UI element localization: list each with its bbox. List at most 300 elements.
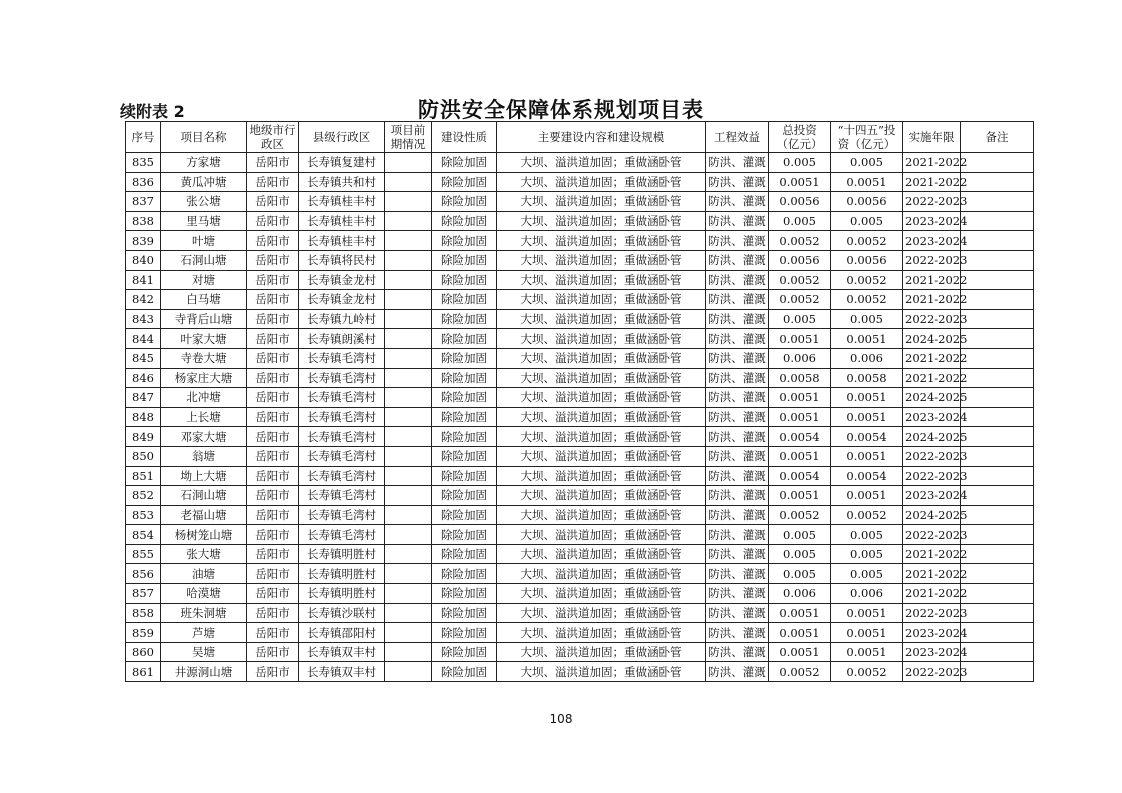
table-row [126,211,1034,231]
cell-index: 843 [126,309,161,329]
table-body [126,153,1034,682]
cell-project-name: 方家塘 [161,153,247,173]
cell-preliminary-status [385,525,432,545]
cell-county: 长寿镇毛湾村 [299,446,385,466]
cell-county: 长寿镇双丰村 [299,642,385,662]
cell-benefit: 防洪、灌溉 [706,584,769,604]
table-row [126,564,1034,584]
cell-county: 长寿镇金龙村 [299,270,385,290]
cell-preliminary-status [385,348,432,368]
cell-preliminary-status [385,368,432,388]
cell-index: 853 [126,505,161,525]
cell-project-name: 对塘 [161,270,247,290]
cell-remarks [961,211,1034,231]
cell-benefit: 防洪、灌溉 [706,505,769,525]
cell-period: 2023-2024 [903,211,961,231]
cell-total-investment: 0.006 [769,348,831,368]
cell-total-investment: 0.0051 [769,172,831,192]
cell-period: 2024-2025 [903,329,961,349]
cell-14th-investment: 0.006 [831,348,903,368]
cell-14th-investment: 0.0056 [831,192,903,212]
cell-14th-investment: 0.005 [831,211,903,231]
cell-construction-type: 除险加固 [432,525,497,545]
cell-benefit: 防洪、灌溉 [706,172,769,192]
cell-total-investment: 0.005 [769,309,831,329]
cell-preliminary-status [385,329,432,349]
cell-index: 836 [126,172,161,192]
cell-construction-type: 除险加固 [432,211,497,231]
table-row [126,446,1034,466]
cell-index: 852 [126,486,161,506]
cell-remarks [961,368,1034,388]
cell-construction-type: 除险加固 [432,642,497,662]
cell-benefit: 防洪、灌溉 [706,348,769,368]
cell-total-investment: 0.0051 [769,642,831,662]
header-period: 实施年限 [903,122,961,153]
cell-14th-investment: 0.0058 [831,368,903,388]
table-row [126,544,1034,564]
cell-preliminary-status [385,388,432,408]
cell-index: 840 [126,250,161,270]
header-main-content: 主要建设内容和建设规模 [497,122,706,153]
cell-main-content: 大坝、溢洪道加固；重做涵卧管 [497,505,706,525]
cell-index: 849 [126,427,161,447]
cell-county: 长寿镇明胜村 [299,584,385,604]
table-row [126,623,1034,643]
cell-index: 842 [126,290,161,310]
cell-benefit: 防洪、灌溉 [706,211,769,231]
cell-construction-type: 除险加固 [432,368,497,388]
cell-period: 2024-2025 [903,388,961,408]
cell-preliminary-status [385,309,432,329]
table-row [126,153,1034,173]
cell-preliminary-status [385,172,432,192]
cell-total-investment: 0.0051 [769,446,831,466]
cell-benefit: 防洪、灌溉 [706,250,769,270]
cell-preliminary-status [385,584,432,604]
table-row [126,427,1034,447]
cell-prefecture: 岳阳市 [247,348,299,368]
cell-remarks [961,153,1034,173]
cell-project-name: 里马塘 [161,211,247,231]
cell-remarks [961,642,1034,662]
cell-preliminary-status [385,623,432,643]
cell-remarks [961,525,1034,545]
cell-benefit: 防洪、灌溉 [706,153,769,173]
cell-prefecture: 岳阳市 [247,290,299,310]
cell-construction-type: 除险加固 [432,290,497,310]
cell-project-name: 石洞山塘 [161,250,247,270]
table-row [126,231,1034,251]
cell-project-name: 张公塘 [161,192,247,212]
cell-preliminary-status [385,250,432,270]
cell-benefit: 防洪、灌溉 [706,388,769,408]
cell-benefit: 防洪、灌溉 [706,564,769,584]
cell-prefecture: 岳阳市 [247,270,299,290]
cell-preliminary-status [385,466,432,486]
cell-period: 2021-2022 [903,368,961,388]
cell-construction-type: 除险加固 [432,329,497,349]
cell-index: 860 [126,642,161,662]
cell-total-investment: 0.0056 [769,250,831,270]
cell-period: 2023-2024 [903,231,961,251]
header-benefit: 工程效益 [706,122,769,153]
cell-period: 2021-2022 [903,153,961,173]
cell-main-content: 大坝、溢洪道加固；重做涵卧管 [497,250,706,270]
cell-14th-investment: 0.005 [831,544,903,564]
cell-county: 长寿镇明胜村 [299,564,385,584]
cell-14th-investment: 0.0052 [831,231,903,251]
cell-project-name: 寺背后山塘 [161,309,247,329]
cell-preliminary-status [385,192,432,212]
cell-index: 861 [126,662,161,682]
cell-county: 长寿镇毛湾村 [299,486,385,506]
cell-14th-investment: 0.0052 [831,290,903,310]
cell-index: 851 [126,466,161,486]
cell-construction-type: 除险加固 [432,231,497,251]
cell-project-name: 杨家庄大塘 [161,368,247,388]
cell-construction-type: 除险加固 [432,172,497,192]
cell-remarks [961,192,1034,212]
cell-index: 855 [126,544,161,564]
cell-prefecture: 岳阳市 [247,211,299,231]
cell-preliminary-status [385,270,432,290]
cell-index: 847 [126,388,161,408]
cell-period: 2022-2023 [903,192,961,212]
cell-preliminary-status [385,505,432,525]
cell-preliminary-status [385,446,432,466]
cell-preliminary-status [385,427,432,447]
cell-county: 长寿镇九岭村 [299,309,385,329]
cell-14th-investment: 0.0052 [831,505,903,525]
cell-remarks [961,231,1034,251]
cell-period: 2021-2022 [903,290,961,310]
cell-remarks [961,329,1034,349]
cell-index: 835 [126,153,161,173]
cell-main-content: 大坝、溢洪道加固；重做涵卧管 [497,172,706,192]
cell-14th-investment: 0.005 [831,525,903,545]
cell-benefit: 防洪、灌溉 [706,446,769,466]
cell-prefecture: 岳阳市 [247,486,299,506]
cell-construction-type: 除险加固 [432,427,497,447]
cell-preliminary-status [385,544,432,564]
header-construction-type: 建设性质 [432,122,497,153]
table-row [126,662,1034,682]
cell-county: 长寿镇毛湾村 [299,466,385,486]
cell-main-content: 大坝、溢洪道加固；重做涵卧管 [497,642,706,662]
cell-remarks [961,250,1034,270]
cell-main-content: 大坝、溢洪道加固；重做涵卧管 [497,329,706,349]
cell-remarks [961,584,1034,604]
cell-benefit: 防洪、灌溉 [706,427,769,447]
cell-remarks [961,446,1034,466]
cell-county: 长寿镇复建村 [299,153,385,173]
cell-remarks [961,486,1034,506]
cell-benefit: 防洪、灌溉 [706,466,769,486]
cell-county: 长寿镇桂丰村 [299,192,385,212]
header-county: 县级行政区 [299,122,385,153]
cell-total-investment: 0.0051 [769,407,831,427]
cell-county: 长寿镇将民村 [299,250,385,270]
cell-project-name: 叶塘 [161,231,247,251]
cell-total-investment: 0.005 [769,544,831,564]
cell-14th-investment: 0.0051 [831,388,903,408]
cell-construction-type: 除险加固 [432,407,497,427]
cell-remarks [961,623,1034,643]
cell-prefecture: 岳阳市 [247,388,299,408]
cell-benefit: 防洪、灌溉 [706,603,769,623]
cell-14th-investment: 0.0056 [831,250,903,270]
cell-remarks [961,505,1034,525]
cell-14th-investment: 0.005 [831,309,903,329]
cell-prefecture: 岳阳市 [247,662,299,682]
cell-project-name: 翁塘 [161,446,247,466]
page-title: 防洪安全保障体系规划项目表 [418,98,704,122]
cell-construction-type: 除险加固 [432,309,497,329]
cell-period: 2022-2023 [903,603,961,623]
cell-remarks [961,662,1034,682]
cell-index: 846 [126,368,161,388]
cell-project-name: 芦塘 [161,623,247,643]
cell-total-investment: 0.0051 [769,603,831,623]
cell-period: 2021-2022 [903,270,961,290]
cell-14th-investment: 0.0051 [831,407,903,427]
cell-main-content: 大坝、溢洪道加固；重做涵卧管 [497,368,706,388]
cell-county: 长寿镇双丰村 [299,662,385,682]
cell-project-name: 叶家大塘 [161,329,247,349]
cell-main-content: 大坝、溢洪道加固；重做涵卧管 [497,192,706,212]
cell-index: 850 [126,446,161,466]
cell-total-investment: 0.0058 [769,368,831,388]
cell-county: 长寿镇共和村 [299,172,385,192]
cell-main-content: 大坝、溢洪道加固；重做涵卧管 [497,564,706,584]
table-row [126,270,1034,290]
cell-construction-type: 除险加固 [432,603,497,623]
table-row [126,388,1034,408]
header-prefecture: 地级市行政区 [247,122,299,153]
cell-preliminary-status [385,603,432,623]
cell-main-content: 大坝、溢洪道加固；重做涵卧管 [497,525,706,545]
cell-total-investment: 0.0054 [769,427,831,447]
cell-preliminary-status [385,662,432,682]
cell-remarks [961,427,1034,447]
cell-project-name: 井源洞山塘 [161,662,247,682]
cell-benefit: 防洪、灌溉 [706,544,769,564]
header-project-name: 项目名称 [161,122,247,153]
header-14th-investment: “十四五”投资（亿元） [831,122,903,153]
cell-period: 2022-2023 [903,250,961,270]
cell-index: 844 [126,329,161,349]
cell-county: 长寿镇沙联村 [299,603,385,623]
cell-main-content: 大坝、溢洪道加固；重做涵卧管 [497,544,706,564]
cell-project-name: 油塘 [161,564,247,584]
cell-prefecture: 岳阳市 [247,584,299,604]
cell-project-name: 老福山塘 [161,505,247,525]
cell-14th-investment: 0.0051 [831,486,903,506]
cell-total-investment: 0.0051 [769,329,831,349]
cell-total-investment: 0.0052 [769,505,831,525]
cell-total-investment: 0.005 [769,153,831,173]
cell-remarks [961,290,1034,310]
cell-main-content: 大坝、溢洪道加固；重做涵卧管 [497,623,706,643]
cell-project-name: 北冲塘 [161,388,247,408]
cell-construction-type: 除险加固 [432,584,497,604]
cell-remarks [961,603,1034,623]
cell-14th-investment: 0.0051 [831,329,903,349]
cell-prefecture: 岳阳市 [247,544,299,564]
cell-county: 长寿镇桂丰村 [299,211,385,231]
cell-benefit: 防洪、灌溉 [706,270,769,290]
cell-county: 长寿镇邵阳村 [299,623,385,643]
cell-14th-investment: 0.0054 [831,427,903,447]
cell-construction-type: 除险加固 [432,153,497,173]
cell-total-investment: 0.0052 [769,662,831,682]
cell-period: 2021-2022 [903,544,961,564]
cell-total-investment: 0.0051 [769,623,831,643]
table-row [126,192,1034,212]
cell-total-investment: 0.0052 [769,231,831,251]
cell-total-investment: 0.006 [769,584,831,604]
cell-county: 长寿镇毛湾村 [299,427,385,447]
cell-county: 长寿镇毛湾村 [299,388,385,408]
cell-benefit: 防洪、灌溉 [706,329,769,349]
cell-period: 2022-2023 [903,466,961,486]
cell-prefecture: 岳阳市 [247,231,299,251]
table-row [126,603,1034,623]
cell-benefit: 防洪、灌溉 [706,623,769,643]
cell-benefit: 防洪、灌溉 [706,368,769,388]
cell-period: 2022-2023 [903,662,961,682]
cell-prefecture: 岳阳市 [247,172,299,192]
cell-period: 2021-2022 [903,564,961,584]
cell-remarks [961,564,1034,584]
cell-total-investment: 0.0056 [769,192,831,212]
cell-prefecture: 岳阳市 [247,329,299,349]
table-header-row [126,122,1034,153]
cell-county: 长寿镇毛湾村 [299,505,385,525]
cell-main-content: 大坝、溢洪道加固；重做涵卧管 [497,662,706,682]
cell-14th-investment: 0.0051 [831,446,903,466]
cell-period: 2024-2025 [903,505,961,525]
cell-prefecture: 岳阳市 [247,446,299,466]
cell-main-content: 大坝、溢洪道加固；重做涵卧管 [497,446,706,466]
cell-project-name: 班朱洞塘 [161,603,247,623]
cell-remarks [961,544,1034,564]
cell-total-investment: 0.0052 [769,270,831,290]
cell-remarks [961,172,1034,192]
cell-main-content: 大坝、溢洪道加固；重做涵卧管 [497,603,706,623]
header-total-investment: 总投资（亿元） [769,122,831,153]
cell-preliminary-status [385,564,432,584]
cell-period: 2021-2022 [903,172,961,192]
cell-prefecture: 岳阳市 [247,525,299,545]
cell-total-investment: 0.005 [769,211,831,231]
cell-benefit: 防洪、灌溉 [706,309,769,329]
cell-14th-investment: 0.005 [831,153,903,173]
cell-prefecture: 岳阳市 [247,309,299,329]
cell-project-name: 石洞山塘 [161,486,247,506]
cell-construction-type: 除险加固 [432,486,497,506]
cell-prefecture: 岳阳市 [247,642,299,662]
cell-total-investment: 0.0051 [769,486,831,506]
cell-index: 858 [126,603,161,623]
cell-project-name: 邓家大塘 [161,427,247,447]
cell-project-name: 上长塘 [161,407,247,427]
cell-benefit: 防洪、灌溉 [706,486,769,506]
cell-period: 2022-2023 [903,309,961,329]
cell-remarks [961,407,1034,427]
cell-remarks [961,388,1034,408]
cell-project-name: 哈漠塘 [161,584,247,604]
cell-index: 838 [126,211,161,231]
table-row [126,407,1034,427]
cell-prefecture: 岳阳市 [247,192,299,212]
cell-benefit: 防洪、灌溉 [706,662,769,682]
cell-period: 2023-2024 [903,407,961,427]
table-row [126,584,1034,604]
cell-preliminary-status [385,211,432,231]
cell-project-name: 黄瓜冲塘 [161,172,247,192]
cell-period: 2023-2024 [903,623,961,643]
cell-14th-investment: 0.0052 [831,662,903,682]
cell-preliminary-status [385,486,432,506]
cell-preliminary-status [385,231,432,251]
cell-period: 2022-2023 [903,525,961,545]
cell-construction-type: 除险加固 [432,544,497,564]
table-row [126,466,1034,486]
cell-project-name: 吴塘 [161,642,247,662]
cell-period: 2023-2024 [903,642,961,662]
cell-index: 857 [126,584,161,604]
cell-remarks [961,466,1034,486]
cell-index: 837 [126,192,161,212]
cell-period: 2022-2023 [903,446,961,466]
cell-period: 2021-2022 [903,348,961,368]
cell-14th-investment: 0.0051 [831,172,903,192]
cell-county: 长寿镇桂丰村 [299,231,385,251]
cell-total-investment: 0.005 [769,564,831,584]
cell-remarks [961,309,1034,329]
header-index: 序号 [126,122,161,153]
cell-14th-investment: 0.0051 [831,623,903,643]
cell-county: 长寿镇毛湾村 [299,368,385,388]
cell-preliminary-status [385,153,432,173]
cell-main-content: 大坝、溢洪道加固；重做涵卧管 [497,348,706,368]
cell-benefit: 防洪、灌溉 [706,525,769,545]
table-row [126,329,1034,349]
cell-prefecture: 岳阳市 [247,623,299,643]
cell-total-investment: 0.0052 [769,290,831,310]
cell-prefecture: 岳阳市 [247,407,299,427]
cell-preliminary-status [385,642,432,662]
cell-benefit: 防洪、灌溉 [706,231,769,251]
cell-prefecture: 岳阳市 [247,603,299,623]
cell-prefecture: 岳阳市 [247,427,299,447]
project-table [125,121,1034,682]
cell-construction-type: 除险加固 [432,662,497,682]
cell-total-investment: 0.005 [769,525,831,545]
cell-county: 长寿镇毛湾村 [299,407,385,427]
cell-main-content: 大坝、溢洪道加固；重做涵卧管 [497,486,706,506]
cell-remarks [961,270,1034,290]
cell-remarks [961,348,1034,368]
table-row [126,505,1034,525]
cell-benefit: 防洪、灌溉 [706,407,769,427]
cell-construction-type: 除险加固 [432,505,497,525]
cell-preliminary-status [385,290,432,310]
cell-main-content: 大坝、溢洪道加固；重做涵卧管 [497,427,706,447]
table-row [126,525,1034,545]
